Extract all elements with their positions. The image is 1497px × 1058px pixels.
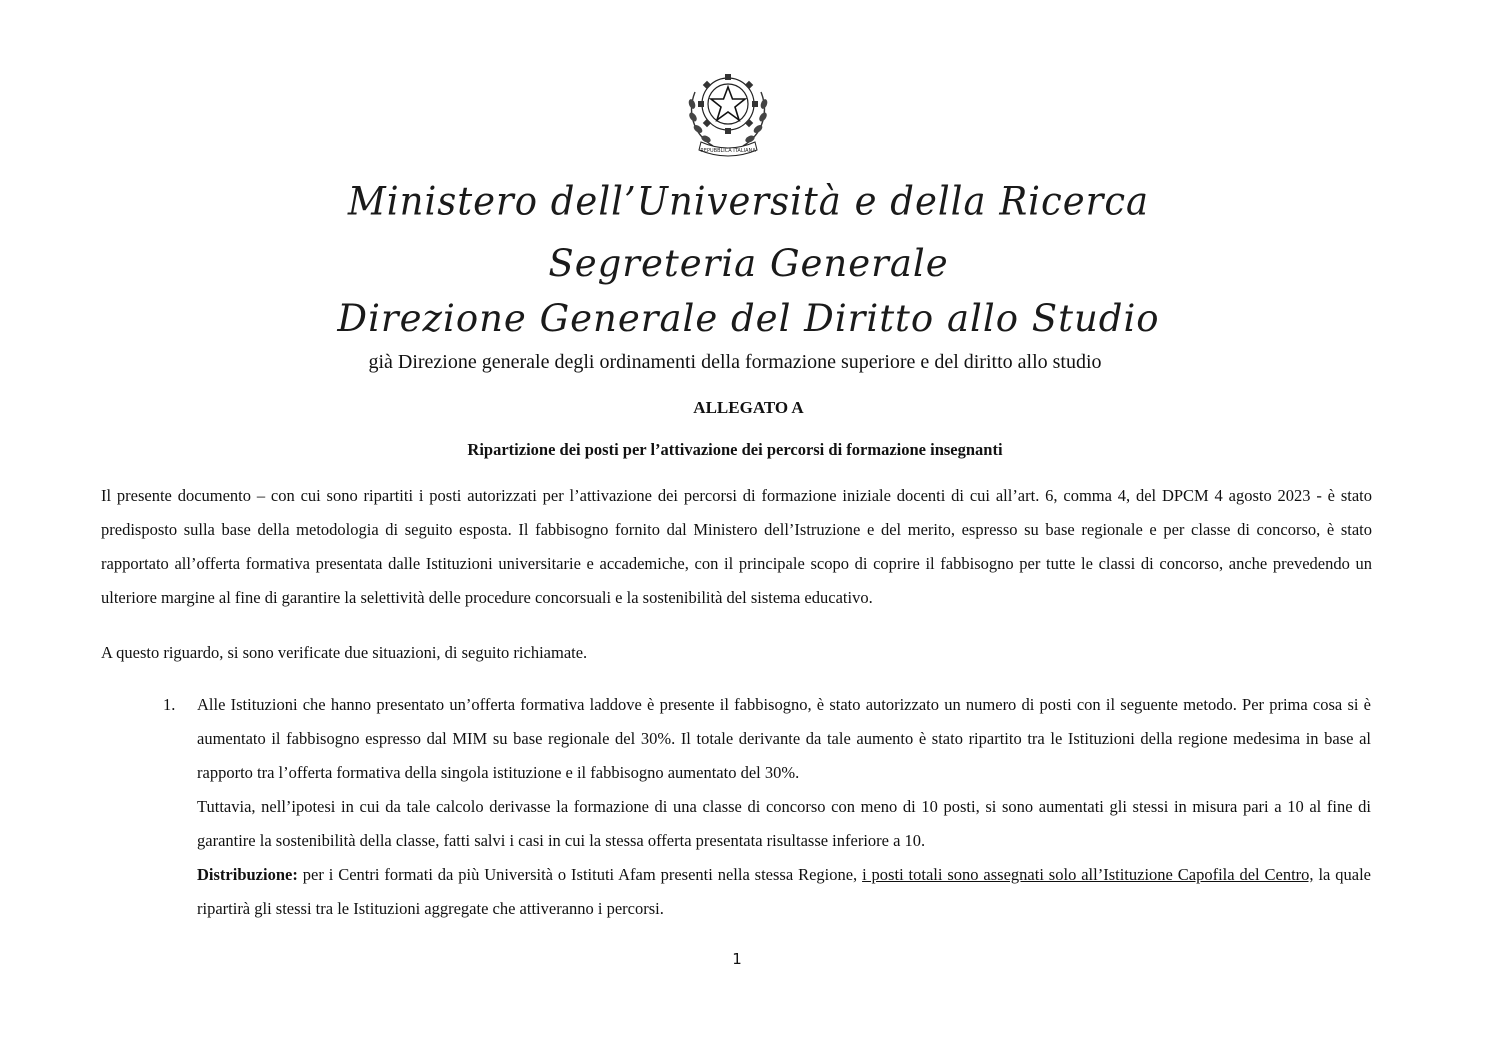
italian-republic-emblem-icon — [683, 62, 773, 158]
emblem-ribbon-text: REPUBBLICA ITALIANA — [700, 148, 756, 154]
situations-intro-paragraph: A questo riguardo, si sono verificate due situazioni, di seguito richiamate. — [101, 643, 588, 662]
document-title: Ripartizione dei posti per l’attivazione dei percorsi di formazione insegnanti — [467, 440, 1003, 459]
former-directorate-name: già Direzione generale degli ordinamenti della formazione superiore e del diritto allo studio — [368, 351, 1102, 373]
distribution-label: Distribuzione: — [197, 865, 298, 884]
distribution-underlined-text: i posti totali sono assegnati solo all’Istituzione Capofila del Centro, — [862, 865, 1314, 884]
method-paragraph: Alle Istituzioni che hanno presentato un’offerta formativa laddove è presente il fabbisogno, è stato autorizzato un numero di posti con il seguente metodo. Per prima cosa si è aumentato il fabbisogno espresso dal MIM su base regionale del 30%. Il totale derivante da tale aumento è stato ripartito tra le Istituzioni della regione medesima in base al rapporto tra l’offerta formativa della singola istituzione e il fabbisogno aumentato del 30%. — [197, 695, 1371, 782]
list-item — [197, 688, 1371, 926]
secretariat-name: Segreteria Generale — [548, 242, 949, 285]
ministry-name: Ministero dell’Università e della Ricerca — [347, 178, 1150, 225]
distribution-end-text: la quale ripartirà gli stessi tra le Istituzioni aggregate che attiveranno i percorsi. — [197, 865, 1371, 918]
list-item-number: 1. — [163, 695, 176, 714]
minimum-threshold-paragraph: Tuttavia, nell’ipotesi in cui da tale calcolo derivasse la formazione di una classe di concorso con meno di 10 posti, si sono aumentati gli stessi in misura pari a 10 al fine di garantire la sostenibilità della classe, fatti salvi i casi in cui la stessa offerta presentata risultasse inferiore a 10. — [197, 797, 1371, 850]
page-number: 1 — [732, 950, 742, 968]
intro-paragraph: Il presente documento – con cui sono ripartiti i posti autorizzati per l’attivazione dei percorsi di formazione iniziale docenti di cui all’art. 6, comma 4, del DPCM 4 agosto 2023 - è stato predisposto sulla base della metodologia di seguito esposta. Il fabbisogno fornito dal Ministero dell’Istruzione e del merito, espresso su base regionale e per classe di concorso, è stato rapportato all’offerta formativa presentata dalle Istituzioni universitarie e accademiche, con il principale scopo di coprire il fabbisogno per tutte le classi di concorso, anche prevedendo un ulteriore margine al fine di garantire la selettività delle procedure concorsuali e la sostenibilità del sistema educativo. — [101, 486, 1372, 607]
annex-label: ALLEGATO A — [693, 398, 804, 417]
distribution-paragraph — [197, 858, 1371, 926]
distribution-text: per i Centri formati da più Università o Istituti Afam presenti nella stessa Regione, — [297, 865, 863, 884]
directorate-name: Direzione Generale del Diritto allo Studio — [337, 297, 1160, 340]
